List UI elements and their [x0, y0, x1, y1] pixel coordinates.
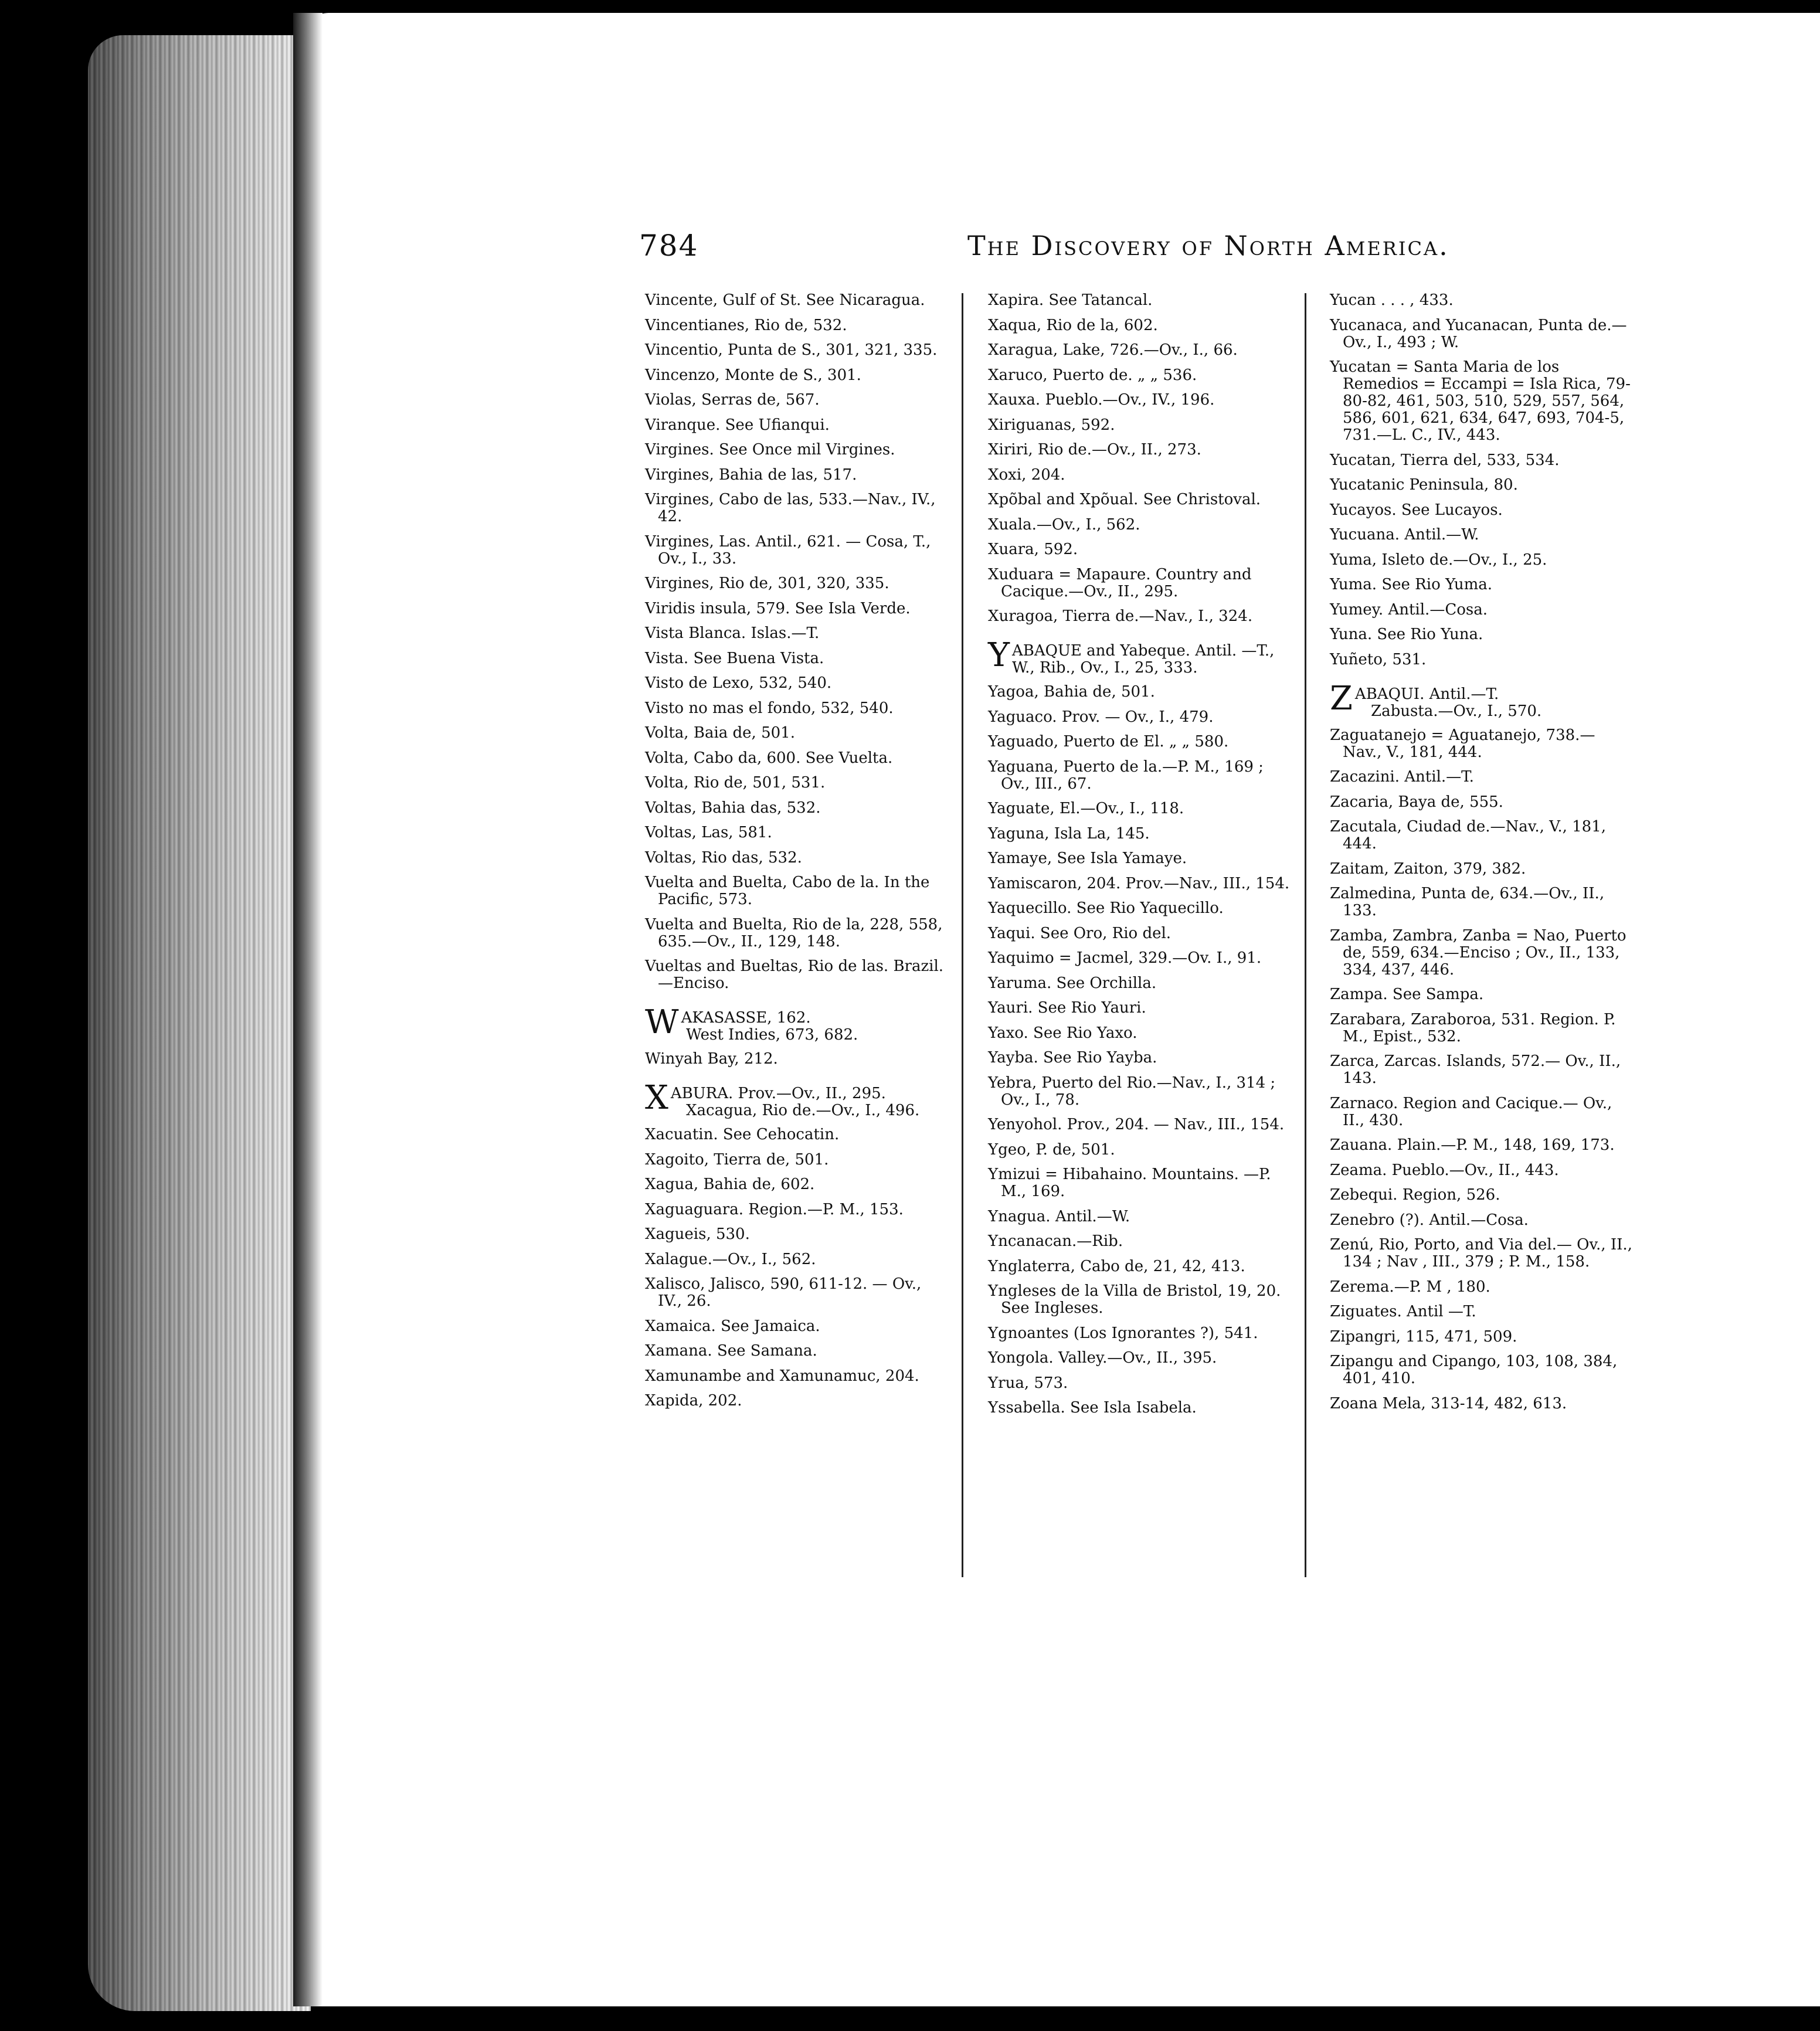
- index-entry: Volta, Baia de, 501.: [645, 724, 795, 742]
- index-entry: Zaitam, Zaiton, 379, 382.: [1330, 860, 1526, 878]
- index-entry: Ynagua. Antil.—W.: [988, 1207, 1130, 1225]
- index-entry: Xiriguanas, 592.: [988, 416, 1115, 434]
- index-entry: Virgines. See Once mil Virgines.: [645, 441, 895, 458]
- index-entry: Yuñeto, 531.: [1330, 650, 1427, 668]
- index-entry: Yebra, Puerto del Rio.—Nav., I., 314 ; Ov., I., 78.: [988, 1074, 1276, 1109]
- index-entry: Virgines, Bahia de las, 517.: [645, 466, 857, 484]
- index-entry: Vincentianes, Rio de, 532.: [645, 316, 847, 334]
- index-entry: Yuna. See Rio Yuna.: [1330, 626, 1483, 643]
- index-entry: Yucatan, Tierra del, 533, 534.: [1330, 451, 1560, 469]
- index-entry: Vuelta and Buelta, Cabo de la. In the Pacific, 573.: [645, 874, 930, 908]
- index-entry: Yamaye, See Isla Yamaye.: [988, 850, 1187, 867]
- index-entry: Yaguate, El.—Ov., I., 118.: [988, 800, 1184, 817]
- index-entry: Yaruma. See Orchilla.: [988, 974, 1157, 992]
- heading-sub-entry: Xacagua, Rio de.—Ov., I., 496.: [686, 1102, 920, 1119]
- drop-cap-letter: X: [645, 1079, 668, 1117]
- index-entry: Yaguado, Puerto de El. „ „ 580.: [988, 733, 1229, 750]
- index-entry: Xiriri, Rio de.—Ov., II., 273.: [988, 441, 1201, 458]
- index-entry: Ygeo, P. de, 501.: [988, 1140, 1115, 1159]
- letter-section-heading: [988, 636, 1293, 677]
- index-entry: Zamba, Zambra, Zanba = Nao, Puerto de, 559, 634.—Enciso ; Ov., II., 133, 334, 437, 446.: [1330, 926, 1627, 979]
- index-entry: Xagua, Bahia de, 602.: [645, 1176, 815, 1193]
- index-entry: Volta, Rio de, 501, 531.: [645, 774, 826, 792]
- drop-cap-letter: W: [645, 1003, 679, 1041]
- index-entry: Ymizui = Hibahaino. Mountains. —P. M., 169.: [988, 1166, 1271, 1200]
- drop-cap-letter: Z: [1330, 679, 1353, 718]
- index-entry: Vuelta and Buelta, Rio de la, 228, 558, 635.—Ov., II., 129, 148.: [645, 915, 943, 950]
- index-entry: Zipangri, 115, 471, 509.: [1330, 1327, 1517, 1346]
- index-entry: Xaguaguara. Region.—P. M., 153.: [645, 1200, 904, 1218]
- index-entry: Yngleses de la Villa de Bristol, 19, 20. See Ingleses.: [988, 1282, 1281, 1317]
- index-entry: Voltas, Bahia das, 532.: [645, 799, 821, 817]
- index-entry: Yaxo. See Rio Yaxo.: [988, 1024, 1138, 1042]
- heading-entry-text: ABAQUE and Yabeque. Antil. —T., W., Rib., Ov., I., 25, 333.: [1011, 642, 1275, 677]
- index-entry: Vista. See Buena Vista.: [645, 649, 824, 667]
- heading-entry-text: ABURA. Prov.—Ov., II., 295.: [670, 1085, 886, 1102]
- index-entry: Voltas, Las, 581.: [645, 824, 772, 841]
- index-entry: Xagueis, 530.: [645, 1225, 750, 1243]
- index-entry: Yucan . . . , 433.: [1330, 291, 1454, 309]
- index-entry: Zalmedina, Punta de, 634.—Ov., II., 133.: [1330, 885, 1605, 919]
- running-title: The Discovery of North America.: [967, 230, 1449, 261]
- index-entry: Yayba. See Rio Yayba.: [988, 1049, 1157, 1067]
- index-entry: Virgines, Las. Antil., 621. — Cosa, T., Ov., I., 33.: [645, 532, 931, 568]
- index-entry: Yucayos. See Lucayos.: [1330, 501, 1503, 519]
- index-entry: Zebequi. Region, 526.: [1330, 1186, 1500, 1204]
- index-entry: Yucatan = Santa Maria de los Remedios = Eccampi = Isla Rica, 79-80-82, 461, 503, 510, 529, 557, 564, 586, 601, 621, 634, 647, 693, 704-5, 731.—L. C., IV., 443.: [1330, 358, 1631, 444]
- index-entry: Yaguana, Puerto de la.—P. M., 169 ; Ov., III., 67.: [988, 758, 1264, 793]
- index-entry: Yagoa, Bahia de, 501.: [988, 683, 1155, 701]
- index-entry: Xuduara = Mapaure. Country and Cacique.—Ov., II., 295.: [988, 565, 1252, 600]
- letter-section-heading: [645, 1003, 950, 1044]
- index-entry: Vincenzo, Monte de S., 301.: [645, 366, 861, 384]
- index-entry: Vueltas and Bueltas, Rio de las. Brazil.—Enciso.: [645, 957, 944, 992]
- index-entry: Xuara, 592.: [988, 541, 1078, 558]
- index-entry: Viranque. See Ufianqui.: [645, 416, 830, 434]
- heading-sub-entry: West Indies, 673, 682.: [686, 1026, 858, 1044]
- index-entry: Zarca, Zarcas. Islands, 572.— Ov., II., 143.: [1330, 1052, 1621, 1087]
- index-column-3: [1330, 292, 1635, 1420]
- index-entry: Zacazini. Antil.—T.: [1330, 768, 1474, 786]
- index-entry: Ziguates. Antil —T.: [1330, 1303, 1476, 1320]
- index-entry: Xpõbal and Xpõual. See Christoval.: [988, 491, 1261, 508]
- index-entry: Virgines, Cabo de las, 533.—Nav., IV., 42.: [645, 491, 936, 525]
- index-entry: Zacaria, Baya de, 555.: [1330, 793, 1503, 811]
- index-entry: Xapira. See Tatancal.: [988, 291, 1153, 309]
- index-entry: Yrua, 573.: [988, 1374, 1068, 1392]
- index-entry: Zacutala, Ciudad de.—Nav., V., 181, 444.: [1330, 818, 1607, 853]
- index-entry: Virgines, Rio de, 301, 320, 335.: [645, 575, 889, 592]
- index-entry: Zoana Mela, 313-14, 482, 613.: [1330, 1394, 1567, 1412]
- page-gutter-shadow: [293, 13, 322, 2006]
- index-entry: Yucuana. Antil.—W.: [1330, 526, 1479, 544]
- index-entry: Zarnaco. Region and Cacique.— Ov., II., 430.: [1330, 1094, 1612, 1129]
- page-number: 784: [639, 229, 699, 263]
- index-entry: Yucatanic Peninsula, 80.: [1330, 476, 1518, 494]
- index-entry: Yssabella. See Isla Isabela.: [988, 1399, 1197, 1417]
- index-entry: Zenebro (?). Antil.—Cosa.: [1330, 1211, 1529, 1229]
- index-entry: Xaqua, Rio de la, 602.: [988, 316, 1158, 334]
- index-entry: Zerema.—P. M , 180.: [1330, 1278, 1490, 1296]
- column-divider: [962, 293, 963, 1577]
- heading-entry-text: AKASASSE, 162.: [681, 1009, 811, 1027]
- index-entry: Yamiscaron, 204. Prov.—Nav., III., 154.: [988, 874, 1290, 892]
- index-entry: Xalisco, Jalisco, 590, 611-12. — Ov., IV., 26.: [645, 1275, 922, 1310]
- index-entry: Xuala.—Ov., I., 562.: [988, 515, 1140, 534]
- index-entry: Voltas, Rio das, 532.: [645, 848, 802, 867]
- index-entry: Xalague.—Ov., I., 562.: [645, 1250, 816, 1268]
- index-entry: Xaruco, Puerto de. „ „ 536.: [988, 366, 1197, 384]
- index-entry: Xauxa. Pueblo.—Ov., IV., 196.: [988, 391, 1215, 409]
- index-entry: Zeama. Pueblo.—Ov., II., 443.: [1330, 1161, 1559, 1179]
- index-entry: Yaqui. See Oro, Rio del.: [988, 924, 1172, 942]
- index-entry: Visto de Lexo, 532, 540.: [645, 674, 832, 692]
- index-entry: Xamunambe and Xamunamuc, 204.: [645, 1367, 919, 1385]
- heading-entry-text: ABAQUI. Antil.—T.: [1354, 685, 1499, 703]
- index-entry: Xapida, 202.: [645, 1392, 742, 1410]
- index-column-1: [645, 292, 950, 1418]
- index-entry: Xamana. See Samana.: [645, 1342, 817, 1360]
- index-entry: Xagoito, Tierra de, 501.: [645, 1150, 829, 1169]
- index-entry: Xuragoa, Tierra de.—Nav., I., 324.: [988, 607, 1253, 625]
- index-entry: Yuma. See Rio Yuma.: [1330, 576, 1493, 593]
- index-entry: Yaquecillo. See Rio Yaquecillo.: [988, 899, 1224, 917]
- index-entry: Yauri. See Rio Yauri.: [988, 999, 1146, 1017]
- index-entry: Xacuatin. See Cehocatin.: [645, 1126, 840, 1143]
- index-entry: Yucanaca, and Yucanacan, Punta de.—Ov., I., 493 ; W.: [1330, 316, 1627, 351]
- index-entry: Zauana. Plain.—P. M., 148, 169, 173.: [1330, 1136, 1615, 1154]
- index-entry: Ynglaterra, Cabo de, 21, 42, 413.: [988, 1257, 1245, 1275]
- index-entry: Yenyohol. Prov., 204. — Nav., III., 154.: [988, 1116, 1285, 1133]
- index-entry: Winyah Bay, 212.: [645, 1050, 778, 1068]
- index-column-2: [988, 292, 1293, 1425]
- index-entry: Zarabara, Zaraboroa, 531. Region. P. M., Epist., 532.: [1330, 1010, 1616, 1045]
- index-entry: Violas, Serras de, 567.: [645, 391, 820, 409]
- heading-sub-entry: Zabusta.—Ov., I., 570.: [1371, 702, 1542, 720]
- letter-section-heading: [1330, 679, 1635, 720]
- index-entry: Xaragua, Lake, 726.—Ov., I., 66.: [988, 341, 1238, 359]
- letter-section-heading: [645, 1079, 950, 1119]
- index-entry: Yaguna, Isla La, 145.: [988, 824, 1150, 843]
- index-entry: Zaguatanejo = Aguatanejo, 738.— Nav., V., 181, 444.: [1330, 726, 1595, 761]
- index-entry: Vista Blanca. Islas.—T.: [645, 624, 820, 642]
- index-entry: Yumey. Antil.—Cosa.: [1330, 600, 1488, 619]
- index-entry: Yuma, Isleto de.—Ov., I., 25.: [1330, 551, 1547, 569]
- index-entry: Viridis insula, 579. See Isla Verde.: [645, 599, 911, 617]
- index-entry: Zampa. See Sampa.: [1330, 986, 1484, 1003]
- index-entry: Visto no mas el fondo, 532, 540.: [645, 699, 894, 717]
- column-divider: [1305, 293, 1306, 1577]
- index-entry: Xamaica. See Jamaica.: [645, 1317, 820, 1335]
- index-entry: Volta, Cabo da, 600. See Vuelta.: [645, 749, 893, 767]
- index-entry: Vincentio, Punta de S., 301, 321, 335.: [645, 341, 938, 359]
- index-entry: Zipangu and Cipango, 103, 108, 384, 401, 410.: [1330, 1353, 1618, 1387]
- index-entry: Vincente, Gulf of St. See Nicaragua.: [645, 291, 925, 309]
- index-entry: Yongola. Valley.—Ov., II., 395.: [988, 1349, 1217, 1367]
- index-entry: Zenú, Rio, Porto, and Via del.— Ov., II., 134 ; Nav , III., 379 ; P. M., 158.: [1330, 1236, 1632, 1271]
- index-entry: Xoxi, 204.: [988, 466, 1065, 484]
- page-header: [639, 229, 1695, 276]
- index-entry: Yaguaco. Prov. — Ov., I., 479.: [988, 708, 1214, 726]
- book-fore-edge: [88, 35, 311, 2011]
- index-entry: Yaquimo = Jacmel, 329.—Ov. I., 91.: [988, 949, 1262, 967]
- index-entry: Yncanacan.—Rib.: [988, 1232, 1123, 1250]
- drop-cap-letter: Y: [988, 636, 1010, 674]
- index-entry: Ygnoantes (Los Ignorantes ?), 541.: [988, 1324, 1258, 1342]
